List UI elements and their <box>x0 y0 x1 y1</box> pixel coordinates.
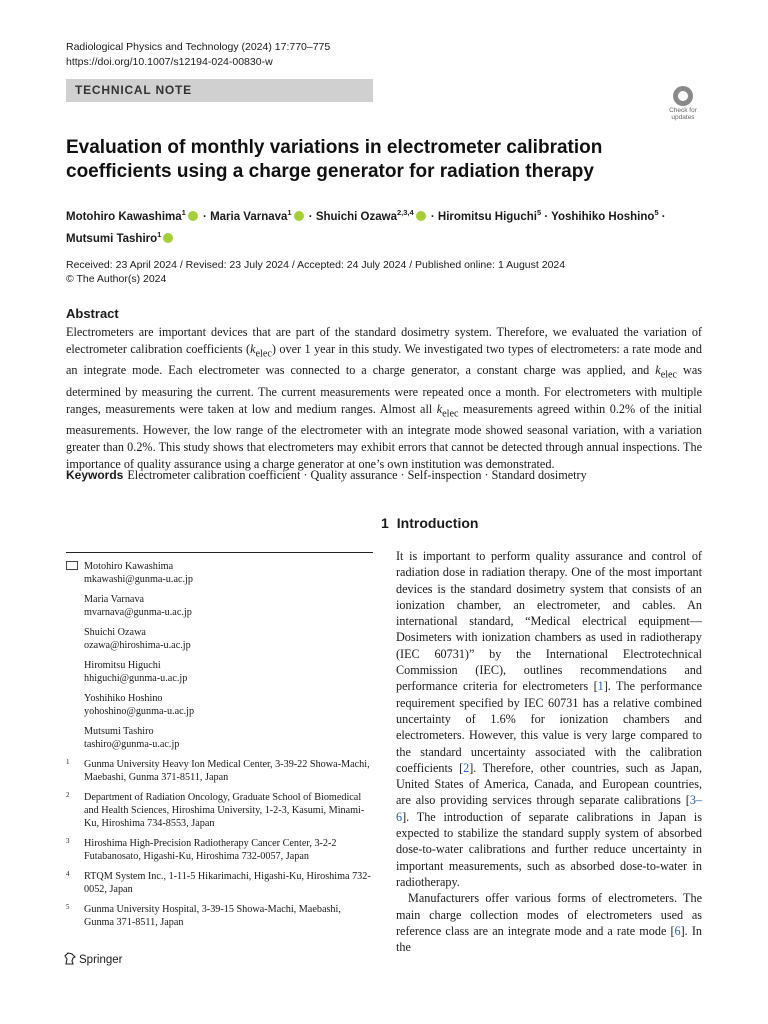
author[interactable]: Maria Varnava$^1$ <box>210 208 292 223</box>
abstract-heading: Abstract <box>66 306 119 321</box>
email-link[interactable]: hhiguchi@gunma-u.ac.jp <box>84 673 188 684</box>
journal-citation: Radiological Physics and Technology (2024) 17:770–775 <box>66 41 331 53</box>
email-link[interactable]: mvarnava@gunma-u.ac.jp <box>84 607 192 618</box>
journal-header <box>66 40 330 70</box>
correspondent: Yoshihiko Hoshino yohoshino@gunma-u.ac.jp <box>84 692 373 718</box>
intro-paragraph: It is important to perform quality assurance and control of radiation dose in radiation therapy. One of the most important devices is the standard dosimetry system that consists of an ionization chamber, an electrometer, and cables. An international standard, “Medical electrical equipment—Dosimeters with ionization chambers as used in radiotherapy (IEC 60731)” by the International Electrotechnical Commission (IEC), outlines recommendations and performance criteria for electrometers [1]. The performance requirement specified by IEC 60731 has a relative combined uncertainty of 1.6% for ionization chambers and electrometers. However, this value is very large compared to the standard uncertainty associated with the calibration coefficients [2]. Therefore, other countries, such as Japan, United States of America, Canada, and European countries, are also providing services through separate calibrations [3–6]. The introduction of separate calibrations in Japan is expected to stabilize the standard supply system of absorbed dose-to-water calibrations and further reduce uncertainty in important measurements, such as absorbed dose-to-water in radiotherapy. <box>396 549 702 889</box>
affiliation: 1 Gunma University Heavy Ion Medical Center, 3-39-22 Showa-Machi, Maebashi, Gunma 371-8511, Japan <box>66 758 370 783</box>
doi-link[interactable]: https://doi.org/10.1007/s12194-024-00830-w <box>66 56 273 68</box>
correspondent: Maria Varnava mvarnava@gunma-u.ac.jp <box>84 593 373 619</box>
check-updates-label: Check for updates <box>669 107 697 121</box>
section-heading-introduction: 1 Introduction <box>381 515 479 531</box>
citation-link[interactable]: 1 <box>597 679 604 694</box>
orcid-icon[interactable] <box>163 233 173 243</box>
affiliations-block <box>66 758 373 936</box>
publisher-name: Springer <box>79 954 123 966</box>
article-type: TECHNICAL NOTE <box>75 83 192 97</box>
author[interactable]: Motohiro Kawashima$^1$ <box>66 208 186 223</box>
introduction-body <box>396 548 702 955</box>
orcid-icon[interactable] <box>188 211 198 221</box>
affiliation: 4 RTQM System Inc., 1-11-5 Hikarimachi, Higashi-Ku, Hiroshima 732-0052, Japan <box>66 870 371 895</box>
correspondent: Motohiro Kawashima mkawashi@gunma-u.ac.jp <box>84 560 373 586</box>
publisher-footer <box>64 952 122 966</box>
citation-link[interactable]: 6 <box>674 923 681 938</box>
author-list: Motohiro Kawashima$^1$ · Maria Varnava$^1$ · Shuichi Ozawa$^{2,3,4}$ · Hiromitsu Higuchi$^5$ · Yoshihiko Hoshino$^5$ · Mutsumi Tashiro$^1$ <box>66 208 666 245</box>
correspondent: Mutsumi Tashiro tashiro@gunma-u.ac.jp <box>84 725 373 751</box>
citation-link[interactable]: 3–6 <box>396 793 702 824</box>
keywords <box>66 468 587 483</box>
author[interactable]: Hiromitsu Higuchi$^5$ <box>437 208 542 223</box>
abstract-text: Electrometers are important devices that are part of the standard dosimetry system. Therefore, we evaluated the variation of electrometer calibration coefficients $(k_{elec})$ over 1 year in this study. We investigated two types of electrometers: a rate mode and an integrate mode. Each electrometer was connected to a charge generator, a constant charge was applied, and $k_{elec}$ was determined by measuring the current. The current measurements were repeated once a month. For electrometers with multiple ranges, measurements were taken at low and medium ranges. Almost all $k_{elec}$ measurements agreed within 0.2% of the initial measurements. However, the low range of the electrometer with an integrate mode showed seasonal variation, with a variation greater than 0.2%. This study shows that electrometers may exhibit errors that cannot be detected through annual inspections. The importance of quality assurance using a charge generator at one’s own institution was demonstrated. <box>66 325 703 472</box>
correspondent: Hiromitsu Higuchi hhiguchi@gunma-u.ac.jp <box>84 659 373 685</box>
paper-title: Evaluation of monthly variations in electrometer calibration coefficients using a charge generator for radiation therapy <box>66 137 603 182</box>
author[interactable]: Mutsumi Tashiro$^1$ <box>66 229 162 245</box>
affiliation: 2 Department of Radiation Oncology, Graduate School of Biomedical and Health Sciences, Hiroshima University, 1-2-3, Kasumi, Minami-Ku, Hiroshima 734-8553, Japan <box>66 791 365 829</box>
email-link[interactable]: yohoshino@gunma-u.ac.jp <box>84 706 195 717</box>
springer-horse-icon <box>64 952 76 965</box>
email-link[interactable]: mkawashi@gunma-u.ac.jp <box>84 574 193 585</box>
publication-dates <box>66 258 565 286</box>
check-updates-icon <box>673 86 693 106</box>
affiliation: 5 Gunma University Hospital, 3-39-15 Showa-Machi, Maebashi, Gunma 371-8511, Japan <box>66 903 341 928</box>
email-link[interactable]: ozawa@hiroshima-u.ac.jp <box>84 640 191 651</box>
copyright-line: © The Author(s) 2024 <box>66 273 167 285</box>
article-type-bar <box>66 79 373 102</box>
email-link[interactable]: tashiro@gunma-u.ac.jp <box>84 739 180 750</box>
keywords-text: Electrometer calibration coefficient · Quality assurance · Self-inspection · Standard dosimetry <box>127 468 587 482</box>
intro-paragraph: Manufacturers offer various forms of electrometers. The main charge collection modes of electrometers used as reference class are an integrate mode and a rate mode [6]. In the <box>396 891 702 955</box>
author[interactable]: Yoshihiko Hoshino$^5$ <box>551 208 659 223</box>
orcid-icon[interactable] <box>294 211 304 221</box>
keywords-label: Keywords <box>66 468 124 482</box>
author[interactable]: Shuichi Ozawa$^{2,3,4}$ <box>315 208 414 223</box>
orcid-icon[interactable] <box>416 211 426 221</box>
correspondent: Shuichi Ozawa ozawa@hiroshima-u.ac.jp <box>84 626 373 652</box>
check-for-updates-badge[interactable] <box>665 86 701 124</box>
affiliation: 3 Hiroshima High-Precision Radiotherapy Cancer Center, 3-2-2 Futabanosato, Higashi-Ku, Hiroshima 732-0057, Japan <box>66 837 337 862</box>
dates-line: Received: 23 April 2024 / Revised: 23 July 2024 / Accepted: 24 July 2024 / Published online: 1 August 2024 <box>66 259 566 271</box>
envelope-icon <box>66 561 78 570</box>
correspondence-block <box>66 560 373 758</box>
citation-link[interactable]: 2 <box>463 760 470 775</box>
footnote-divider <box>66 552 373 553</box>
